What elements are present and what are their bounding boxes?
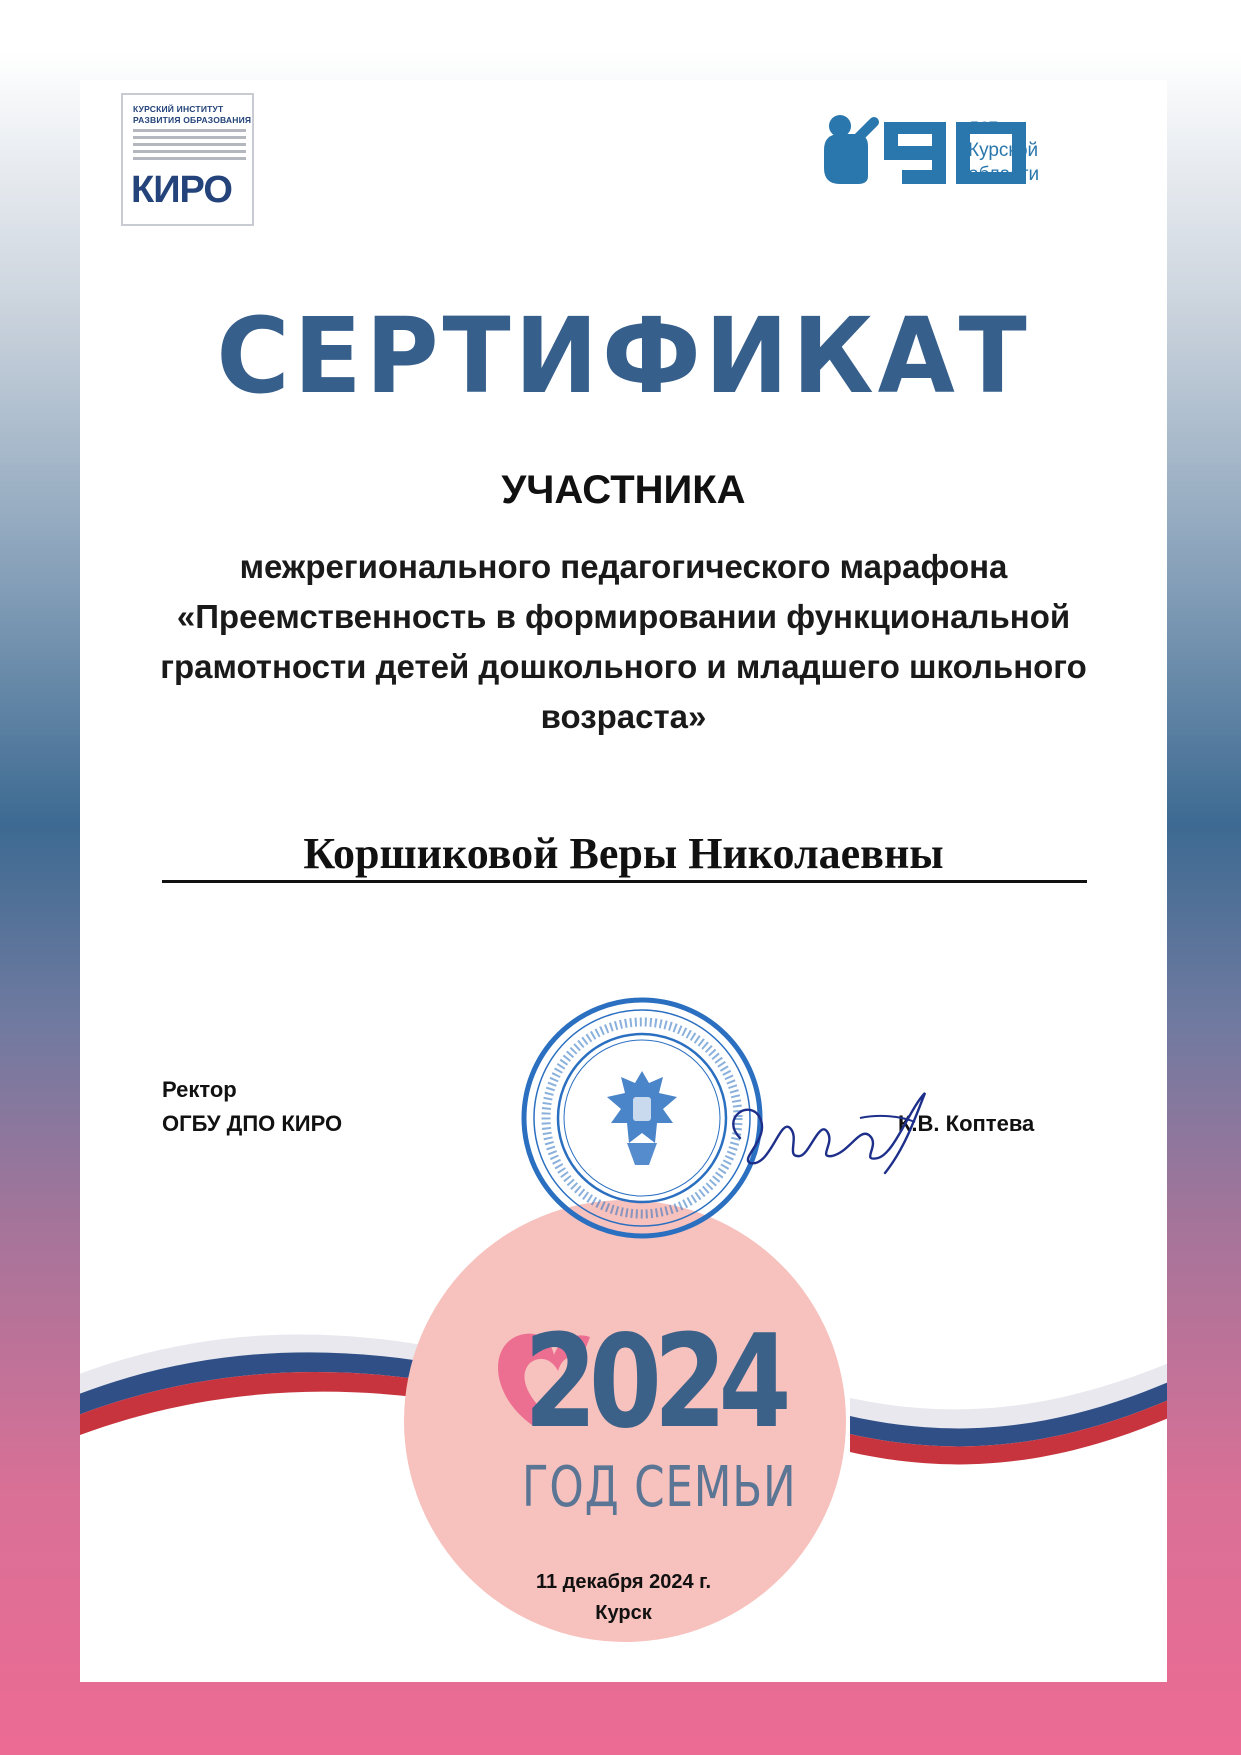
kiro-logo-line2: РАЗВИТИЯ ОБРАЗОВАНИЯ <box>133 115 252 125</box>
event-description <box>90 542 1157 742</box>
recipient-underline <box>162 880 1087 883</box>
anniversary-caption-line: Курской <box>968 140 1039 161</box>
anniversary-caption-line: области <box>968 164 1040 185</box>
year-2024: 2024 <box>524 1308 784 1457</box>
kiro-logo <box>121 93 254 226</box>
anniversary-caption <box>968 115 1039 187</box>
certificate-subtitle: УЧАСТНИКА <box>501 468 746 512</box>
event-line: межрегионального педагогического марафона <box>239 548 1008 585</box>
certificate-sheet <box>80 80 1167 1682</box>
anniversary-caption-line: лет <box>968 116 998 137</box>
issue-city: Курск <box>595 1602 652 1624</box>
kiro-logo-stripes <box>133 129 246 163</box>
event-line: «Преемственность в формировании функциональной <box>176 598 1071 635</box>
signatory-organization: ОГБУ ДПО КИРО <box>162 1111 343 1136</box>
recipient-name: Коршиковой Веры Николаевны <box>303 829 944 878</box>
issue-date: 11 декабря 2024 г. <box>535 1571 712 1593</box>
signatory-position: Ректор <box>162 1077 237 1102</box>
event-line: грамотности детей дошкольного и младшего школьного <box>160 648 1087 685</box>
signature-icon <box>710 1078 950 1188</box>
event-line: возраста» <box>540 698 707 735</box>
kiro-logo-mark: КИРО <box>131 169 232 211</box>
kiro-logo-line1: КУРСКИЙ ИНСТИТУТ <box>133 104 224 114</box>
issue-date-block <box>80 1567 1167 1629</box>
certificate-title: СЕРТИФИКАТ <box>216 295 1031 417</box>
signatory-name: К.В. Коптева <box>898 1111 1035 1136</box>
year-of-family-caption: ГОД СЕМЬИ <box>522 1455 797 1520</box>
